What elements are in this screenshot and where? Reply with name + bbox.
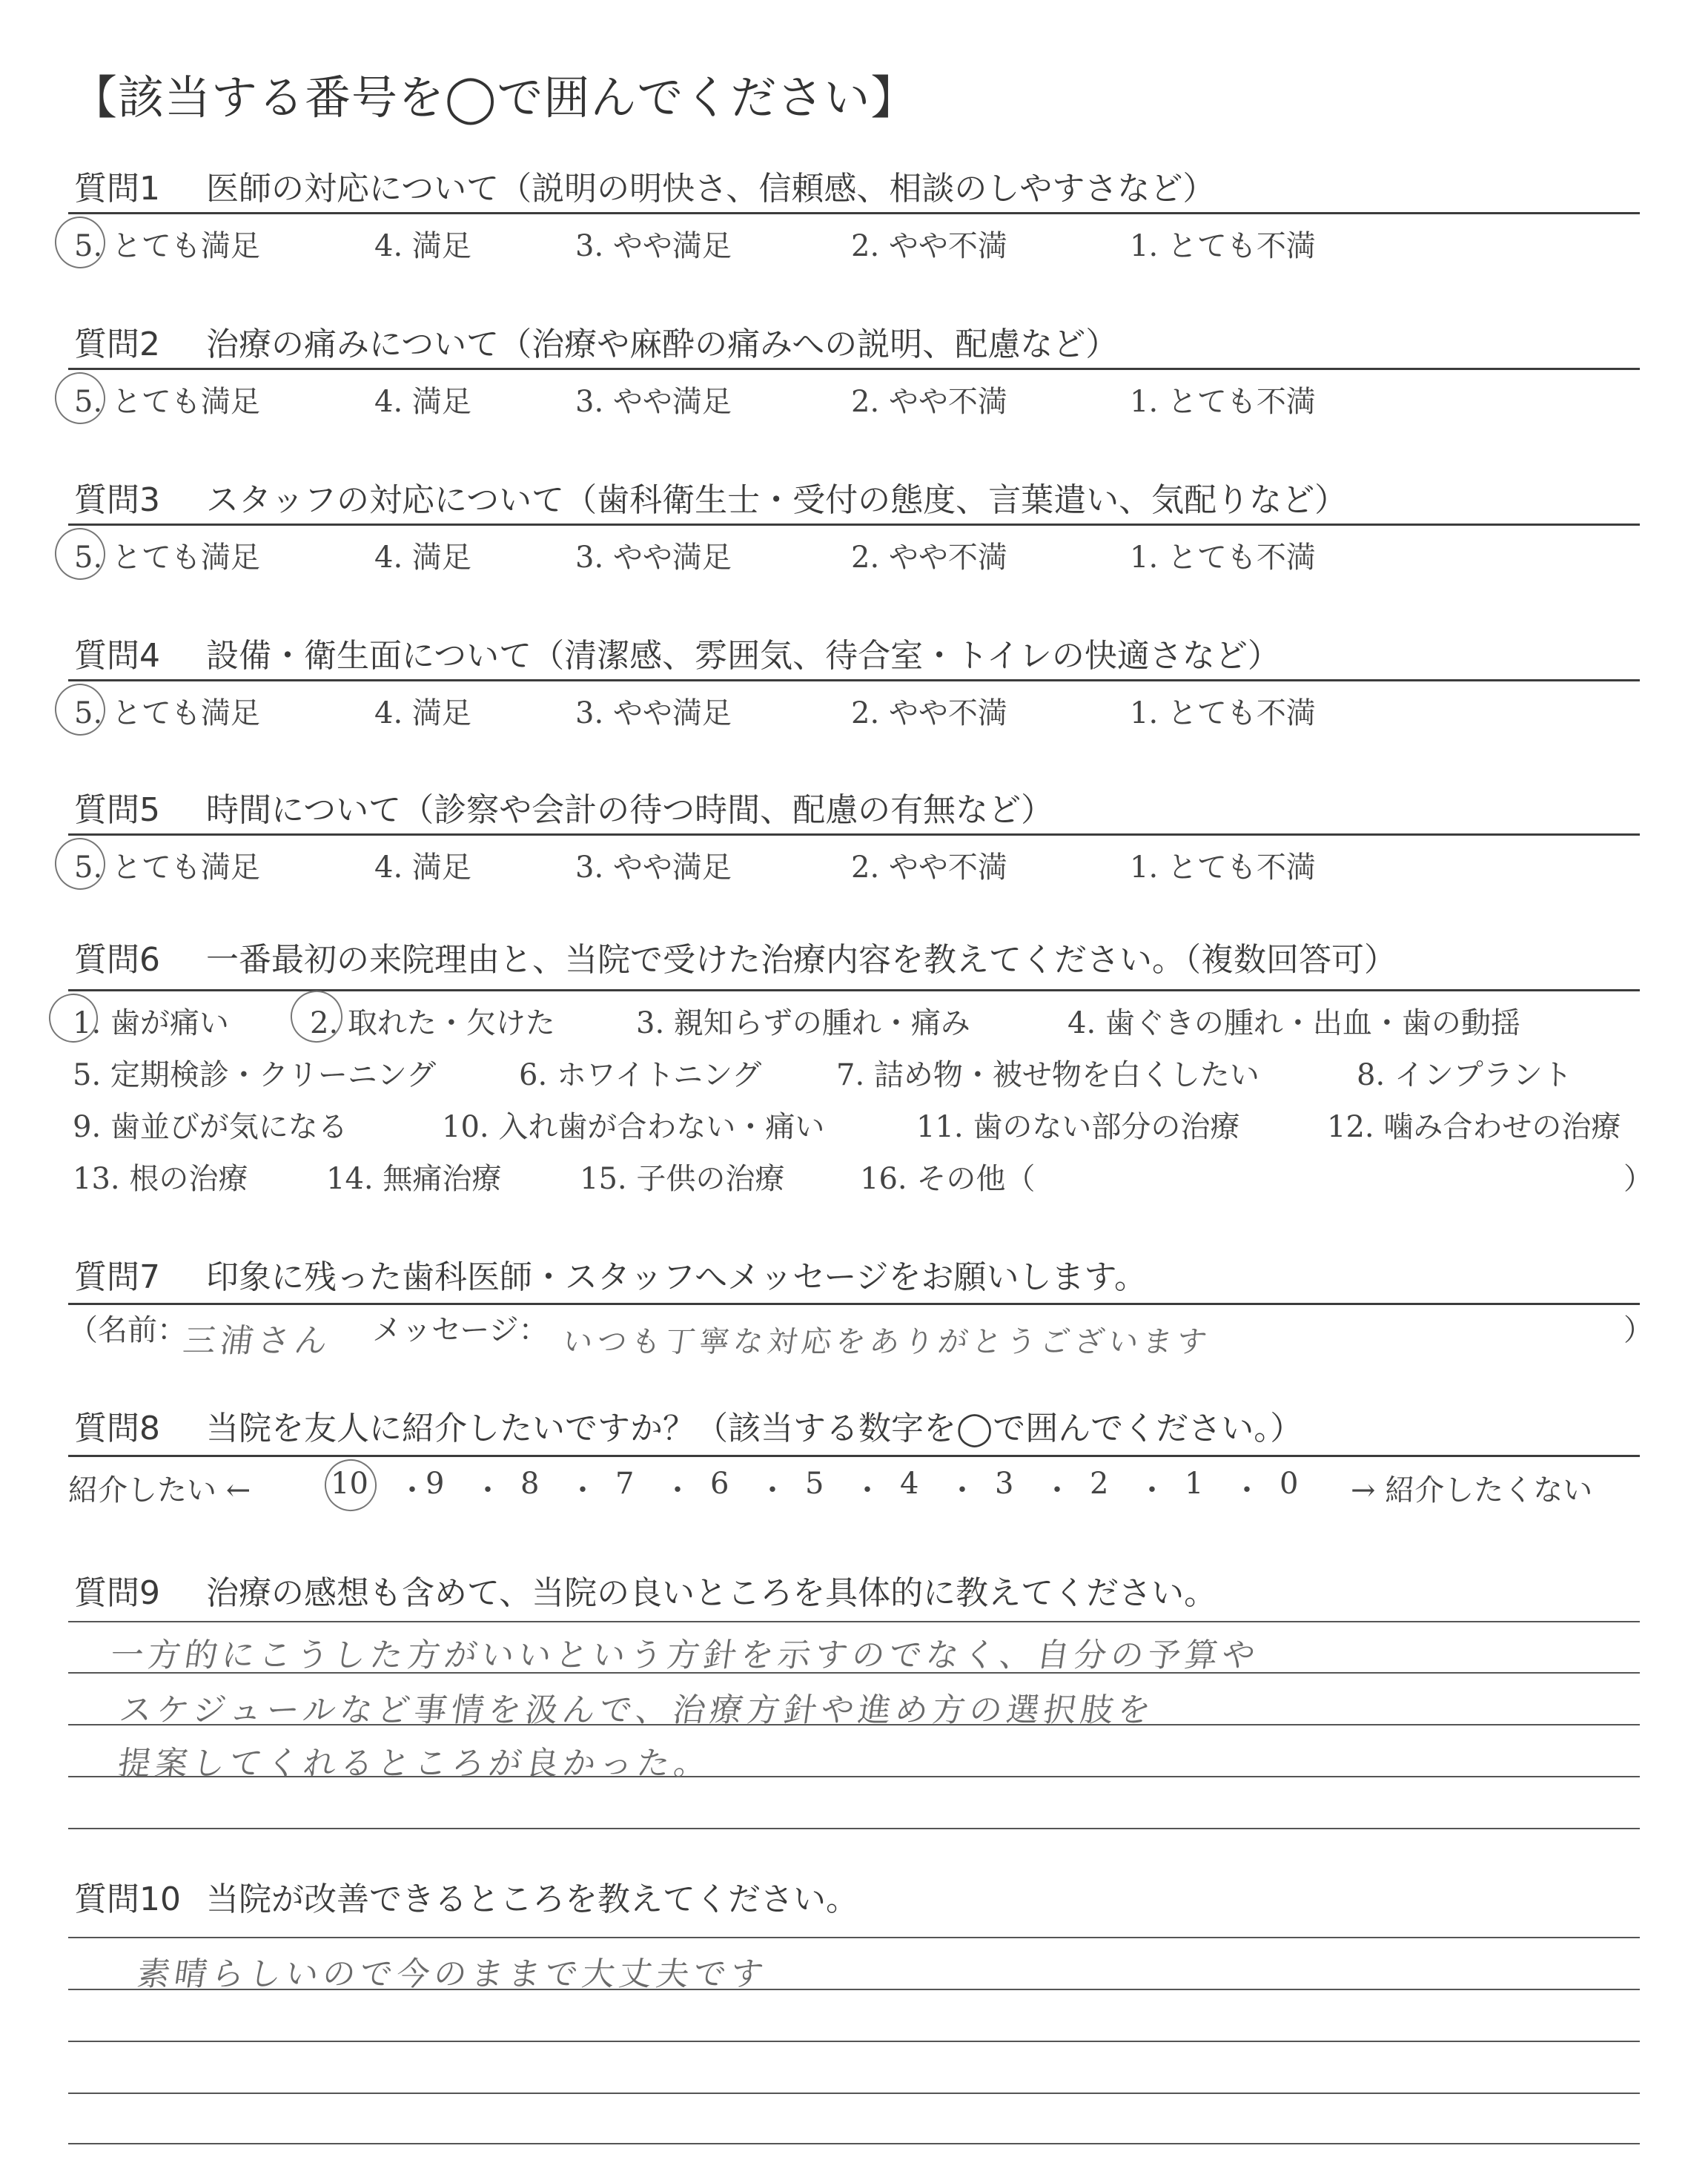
q3-option-5[interactable]: 5. とても満足 — [74, 541, 260, 575]
q3-text: スタッフの対応について（歯科衛生士・受付の態度、言葉遣い、気配りなど） — [206, 481, 1348, 519]
q6-title — [74, 933, 1397, 980]
q8-scale-6[interactable]: 6 — [710, 1467, 729, 1501]
q8-scale-separator: ・ — [397, 1473, 427, 1507]
q9-line-0 — [68, 1621, 1640, 1622]
q8-title — [74, 1401, 1302, 1449]
q10-line-4 — [68, 2143, 1640, 2144]
q8-scale-5[interactable]: 5 — [805, 1467, 824, 1501]
q3-rule — [68, 524, 1640, 526]
q10-line-2 — [68, 2041, 1640, 2042]
q9-answer-line-2[interactable]: スケジュールなど事情を汲んで、治療方針や進め方の選択肢を — [116, 1691, 1158, 1729]
q3-option-3[interactable]: 3. やや満足 — [575, 541, 732, 575]
q2-option-3[interactable]: 3. やや満足 — [575, 385, 732, 419]
q1-option-1[interactable]: 1. とても不満 — [1130, 229, 1316, 263]
q5-number: 質問5 — [74, 791, 160, 829]
q8-scale-separator: ・ — [568, 1473, 598, 1507]
q8-scale-separator: ・ — [1137, 1473, 1167, 1507]
q8-number: 質問8 — [74, 1410, 160, 1447]
q9-answer-line-1[interactable]: 一方的にこうした方がいいという方針を示すのでなく、自分の予算や — [107, 1636, 1262, 1674]
q1-option-2[interactable]: 2. やや不満 — [851, 229, 1007, 263]
q5-text: 時間について（診察や会計の待つ時間、配慮の有無など） — [206, 791, 1054, 829]
q10-title — [74, 1872, 858, 1920]
q10-answer-line-1[interactable]: 素晴らしいので今のままで大丈夫です — [134, 1955, 770, 1993]
q6-option-9[interactable]: 9. 歯並びが気になる — [73, 1110, 348, 1144]
q8-text: 当院を友人に紹介したいですか？（該当する数字を◯で囲んでください。） — [206, 1410, 1303, 1447]
q5-option-4[interactable]: 4. 満足 — [374, 851, 471, 885]
q4-option-1[interactable]: 1. とても不満 — [1130, 696, 1316, 730]
q5-option-2[interactable]: 2. やや不満 — [851, 851, 1007, 885]
q6-option-16[interactable]: 16. その他（ — [860, 1162, 1036, 1196]
q8-scale-separator: ・ — [663, 1473, 692, 1507]
q4-text: 設備・衛生面について（清潔感、雰囲気、待合室・トイレの快適さなど） — [206, 637, 1280, 675]
q3-number: 質問3 — [74, 481, 160, 519]
q8-right-label: → 紹介したくない — [1351, 1473, 1593, 1507]
q8-scale-separator: ・ — [1042, 1473, 1072, 1507]
q8-scale-separator: ・ — [853, 1473, 882, 1507]
q4-option-5[interactable]: 5. とても満足 — [74, 696, 260, 730]
q6-option-3[interactable]: 3. 親知らずの腫れ・痛み — [636, 1006, 970, 1040]
q5-title — [74, 783, 1053, 830]
q8-scale-8[interactable]: 8 — [520, 1467, 540, 1501]
q8-scale-7[interactable]: 7 — [615, 1467, 635, 1501]
q7-rule — [68, 1303, 1640, 1305]
q4-number: 質問4 — [74, 637, 160, 675]
q7-number: 質問7 — [74, 1258, 160, 1296]
q9-line-4 — [68, 1828, 1640, 1829]
q8-scale-4[interactable]: 4 — [900, 1467, 919, 1501]
q2-rule — [68, 368, 1640, 370]
q9-title — [74, 1566, 1217, 1614]
q6-option-5[interactable]: 5. 定期検診・クリーニング — [73, 1058, 437, 1092]
q8-scale-separator: ・ — [1232, 1473, 1262, 1507]
q7-name-value[interactable]: 三浦さん — [180, 1322, 334, 1360]
q8-scale-10[interactable]: 10 — [331, 1467, 368, 1501]
q10-line-3 — [68, 2093, 1640, 2094]
q3-option-1[interactable]: 1. とても不満 — [1130, 541, 1316, 575]
q4-option-4[interactable]: 4. 満足 — [374, 696, 471, 730]
q6-option-6[interactable]: 6. ホワイトニング — [519, 1058, 762, 1092]
q1-title — [74, 162, 1215, 209]
q3-option-2[interactable]: 2. やや不満 — [851, 541, 1007, 575]
q6-option-14[interactable]: 14. 無痛治療 — [326, 1162, 502, 1196]
q1-option-3[interactable]: 3. やや満足 — [575, 229, 732, 263]
q2-option-2[interactable]: 2. やや不満 — [851, 385, 1007, 419]
q6-text: 一番最初の来院理由と、当院で受けた治療内容を教えてください。（複数回答可） — [206, 941, 1397, 979]
q2-option-4[interactable]: 4. 満足 — [374, 385, 471, 419]
q6-option-12[interactable]: 12. 噛み合わせの治療 — [1327, 1110, 1621, 1144]
q3-title — [74, 473, 1347, 521]
q7-text: 印象に残った歯科医師・スタッフへメッセージをお願いします。 — [206, 1258, 1147, 1296]
q1-rule — [68, 212, 1640, 214]
q9-number: 質問9 — [74, 1574, 160, 1612]
q7-message-label: メッセージ： — [372, 1313, 549, 1347]
q6-option-10[interactable]: 10. 入れ歯が合わない・痛い — [442, 1110, 825, 1144]
q8-scale-9[interactable]: 9 — [426, 1467, 445, 1501]
q7-message-value[interactable]: いつも丁寧な対応をありがとうございます — [560, 1325, 1214, 1359]
q7-title — [74, 1250, 1147, 1298]
q6-option-1[interactable]: 1. 歯が痛い — [73, 1006, 229, 1040]
q8-selection-circle[interactable] — [320, 1454, 381, 1516]
q2-option-5[interactable]: 5. とても満足 — [74, 385, 260, 419]
q1-option-5[interactable]: 5. とても満足 — [74, 229, 260, 263]
q4-title — [74, 629, 1280, 676]
q1-option-4[interactable]: 4. 満足 — [374, 229, 471, 263]
q8-rule — [68, 1455, 1640, 1457]
q6-option-8[interactable]: 8. インプラント — [1357, 1058, 1572, 1092]
q7-close: ） — [1623, 1313, 1653, 1347]
q6-option-2[interactable]: 2. 取れた・欠けた — [310, 1006, 555, 1040]
q6-other-close: ） — [1623, 1162, 1653, 1196]
q2-text: 治療の痛みについて（治療や麻酔の痛みへの説明、配慮など） — [206, 326, 1119, 363]
q8-scale-separator: ・ — [473, 1473, 503, 1507]
q10-text: 当院が改善できるところを教えてください。 — [206, 1880, 858, 1918]
q8-scale-1[interactable]: 1 — [1185, 1467, 1204, 1501]
q10-line-0 — [68, 1937, 1640, 1938]
q5-rule — [68, 833, 1640, 836]
q1-number: 質問1 — [74, 170, 160, 208]
q8-scale-separator: ・ — [758, 1473, 787, 1507]
q6-option-11[interactable]: 11. 歯のない部分の治療 — [916, 1110, 1240, 1144]
q4-rule — [68, 679, 1640, 681]
q9-answer-line-3[interactable]: 提案してくれるところが良かった。 — [115, 1745, 714, 1783]
form-header: 【該当する番号を◯で囲んでください】 — [71, 70, 918, 125]
q6-rule — [68, 989, 1640, 991]
q9-text: 治療の感想も含めて、当院の良いところを具体的に教えてください。 — [206, 1574, 1217, 1612]
q8-scale-0[interactable]: 0 — [1280, 1467, 1299, 1501]
q6-option-13[interactable]: 13. 根の治療 — [73, 1162, 248, 1196]
q7-name-label: （名前： — [68, 1313, 187, 1347]
q6-option-15[interactable]: 15. 子供の治療 — [580, 1162, 785, 1196]
q5-option-3[interactable]: 3. やや満足 — [575, 851, 732, 885]
q8-scale-2[interactable]: 2 — [1090, 1467, 1109, 1501]
q6-option-4[interactable]: 4. 歯ぐきの腫れ・出血・歯の動揺 — [1068, 1006, 1520, 1040]
q6-option-7[interactable]: 7. 詰め物・被せ物を白くしたい — [836, 1058, 1260, 1092]
q10-number: 質問10 — [74, 1880, 181, 1918]
q4-option-3[interactable]: 3. やや満足 — [575, 696, 732, 730]
q1-text: 医師の対応について（説明の明快さ、信頼感、相談のしやすさなど） — [206, 170, 1216, 208]
q5-option-5[interactable]: 5. とても満足 — [74, 851, 260, 885]
q5-option-1[interactable]: 1. とても不満 — [1130, 851, 1316, 885]
q8-scale-3[interactable]: 3 — [995, 1467, 1014, 1501]
q6-number: 質問6 — [74, 941, 160, 979]
q4-option-2[interactable]: 2. やや不満 — [851, 696, 1007, 730]
q8-scale-separator: ・ — [947, 1473, 977, 1507]
q2-number: 質問2 — [74, 326, 160, 363]
q2-title — [74, 317, 1118, 365]
q2-option-1[interactable]: 1. とても不満 — [1130, 385, 1316, 419]
q3-option-4[interactable]: 4. 満足 — [374, 541, 471, 575]
q8-left-label: 紹介したい ← — [68, 1473, 251, 1507]
